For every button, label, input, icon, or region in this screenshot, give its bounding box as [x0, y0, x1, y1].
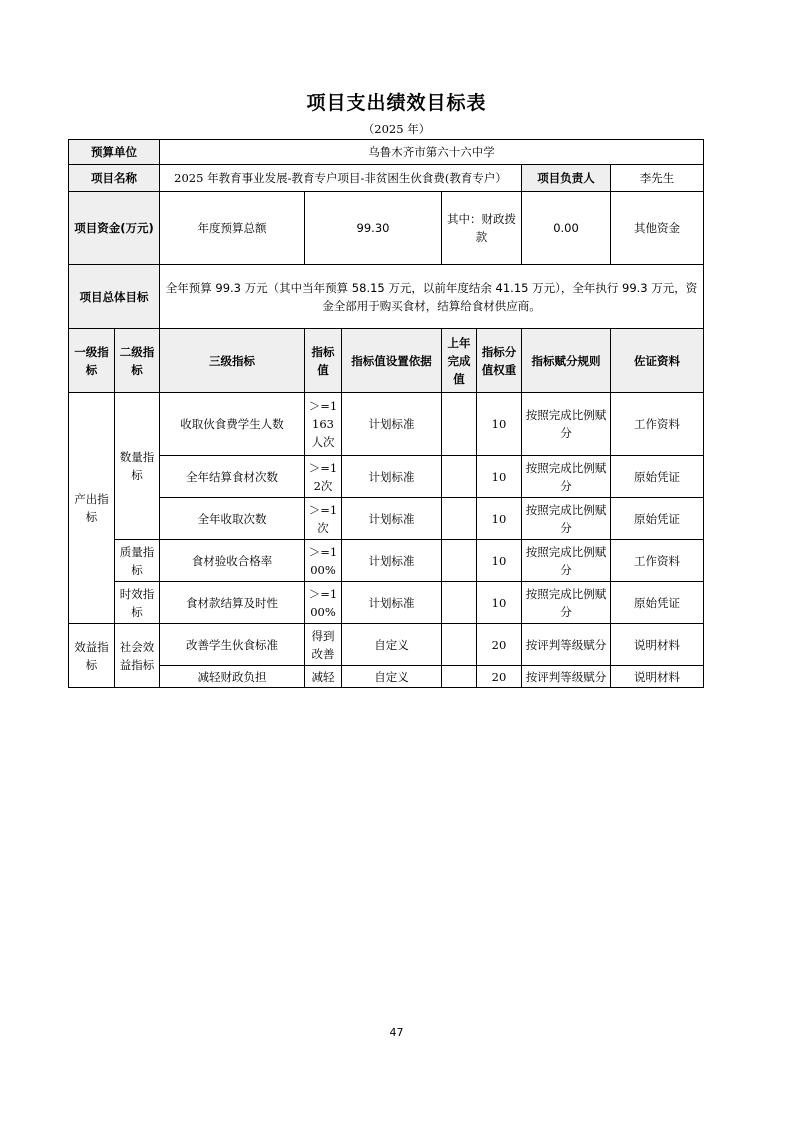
basis-cell: 计划标准 [342, 540, 442, 582]
document-title: 项目支出绩效目标表 [306, 92, 487, 114]
subgroup-social: 社会效益指标 [115, 624, 160, 688]
subgroup-timeliness: 时效指标 [115, 582, 160, 624]
col-header-evidence: 佐证资料 [611, 329, 704, 393]
col-header-weight: 指标分值权重 [477, 329, 522, 393]
budget-unit-label: 预算单位 [69, 140, 160, 165]
evidence-cell: 原始凭证 [611, 582, 704, 624]
indicator-cell: 全年结算食材次数 [160, 456, 305, 498]
table-row [69, 456, 704, 498]
indicator-cell: 收取伙食费学生人数 [160, 393, 305, 456]
project-name-label: 项目名称 [69, 165, 160, 192]
col-header-rule: 指标赋分规则 [522, 329, 611, 393]
basis-cell: 计划标准 [342, 582, 442, 624]
rule-cell: 按照完成比例赋分 [522, 456, 611, 498]
annual-budget-label: 年度预算总额 [160, 192, 305, 265]
last-year-cell [442, 456, 477, 498]
page-number: 47 [389, 1026, 404, 1039]
table-row [69, 582, 704, 624]
annual-budget-value: 99.30 [305, 192, 442, 265]
indicator-cell: 减轻财政负担 [160, 666, 305, 688]
value-cell: ＞=1次 [305, 498, 342, 540]
col-header-level2: 二级指标 [115, 329, 160, 393]
last-year-cell [442, 393, 477, 456]
year-subtitle: （2025 年） [362, 122, 431, 136]
value-cell: ＞=100% [305, 582, 342, 624]
fiscal-value: 0.00 [522, 192, 611, 265]
weight-cell: 10 [477, 582, 522, 624]
rule-cell: 按照完成比例赋分 [522, 498, 611, 540]
table-row [69, 393, 704, 456]
last-year-cell [442, 498, 477, 540]
column-header-row [69, 329, 704, 393]
goal-row [69, 265, 704, 329]
value-cell: ＞=1163人次 [305, 393, 342, 456]
indicator-cell: 食材验收合格率 [160, 540, 305, 582]
evidence-cell: 说明材料 [611, 666, 704, 688]
basis-cell: 自定义 [342, 666, 442, 688]
value-cell: ＞=100% [305, 540, 342, 582]
basis-cell: 计划标准 [342, 498, 442, 540]
weight-cell: 10 [477, 456, 522, 498]
evidence-cell: 原始凭证 [611, 498, 704, 540]
goal-text: 全年预算 99.3 万元（其中当年预算 58.15 万元，以前年度结余 41.15 万元），全年执行 99.3 万元，资金全部用于购买食材，结算给食材供应商。 [160, 265, 704, 329]
budget-unit-row [69, 140, 704, 165]
group-benefit: 效益指标 [69, 624, 115, 688]
weight-cell: 20 [477, 666, 522, 688]
col-header-basis: 指标值设置依据 [342, 329, 442, 393]
last-year-cell [442, 624, 477, 666]
table-row [69, 624, 704, 666]
performance-target-table [68, 139, 704, 688]
col-header-last-year: 上年完成值 [442, 329, 477, 393]
table-row [69, 666, 704, 688]
indicator-cell: 食材款结算及时性 [160, 582, 305, 624]
col-header-level1: 一级指标 [69, 329, 115, 393]
col-header-value: 指标值 [305, 329, 342, 393]
table-row [69, 540, 704, 582]
weight-cell: 20 [477, 624, 522, 666]
responsible-value: 李先生 [611, 165, 704, 192]
evidence-cell: 说明材料 [611, 624, 704, 666]
value-cell: ＞=12次 [305, 456, 342, 498]
basis-cell: 计划标准 [342, 456, 442, 498]
last-year-cell [442, 540, 477, 582]
weight-cell: 10 [477, 540, 522, 582]
evidence-cell: 工作资料 [611, 540, 704, 582]
basis-cell: 计划标准 [342, 393, 442, 456]
budget-unit-value: 乌鲁木齐市第六十六中学 [160, 140, 704, 165]
weight-cell: 10 [477, 393, 522, 456]
responsible-label: 项目负责人 [522, 165, 611, 192]
funds-row [69, 192, 704, 265]
evidence-cell: 原始凭证 [611, 456, 704, 498]
rule-cell: 按评判等级赋分 [522, 666, 611, 688]
group-output: 产出指标 [69, 393, 115, 624]
project-name-row [69, 165, 704, 192]
indicator-cell: 全年收取次数 [160, 498, 305, 540]
other-label: 其他资金 [611, 192, 704, 265]
table-row [69, 498, 704, 540]
col-header-level3: 三级指标 [160, 329, 305, 393]
subgroup-quantity: 数量指标 [115, 393, 160, 540]
rule-cell: 按照完成比例赋分 [522, 582, 611, 624]
basis-cell: 自定义 [342, 624, 442, 666]
rule-cell: 按评判等级赋分 [522, 624, 611, 666]
subgroup-quality: 质量指标 [115, 540, 160, 582]
indicator-cell: 改善学生伙食标准 [160, 624, 305, 666]
last-year-cell [442, 666, 477, 688]
project-name-value: 2025 年教育事业发展-教育专户项目-非贫困生伙食费(教育专户） [160, 165, 522, 192]
rule-cell: 按照完成比例赋分 [522, 393, 611, 456]
evidence-cell: 工作资料 [611, 393, 704, 456]
value-cell: 减轻 [305, 666, 342, 688]
last-year-cell [442, 582, 477, 624]
funds-label: 项目资金(万元) [69, 192, 160, 265]
goal-label: 项目总体目标 [69, 265, 160, 329]
weight-cell: 10 [477, 498, 522, 540]
value-cell: 得到改善 [305, 624, 342, 666]
rule-cell: 按照完成比例赋分 [522, 540, 611, 582]
fiscal-label: 其中：财政拨款 [442, 192, 522, 265]
